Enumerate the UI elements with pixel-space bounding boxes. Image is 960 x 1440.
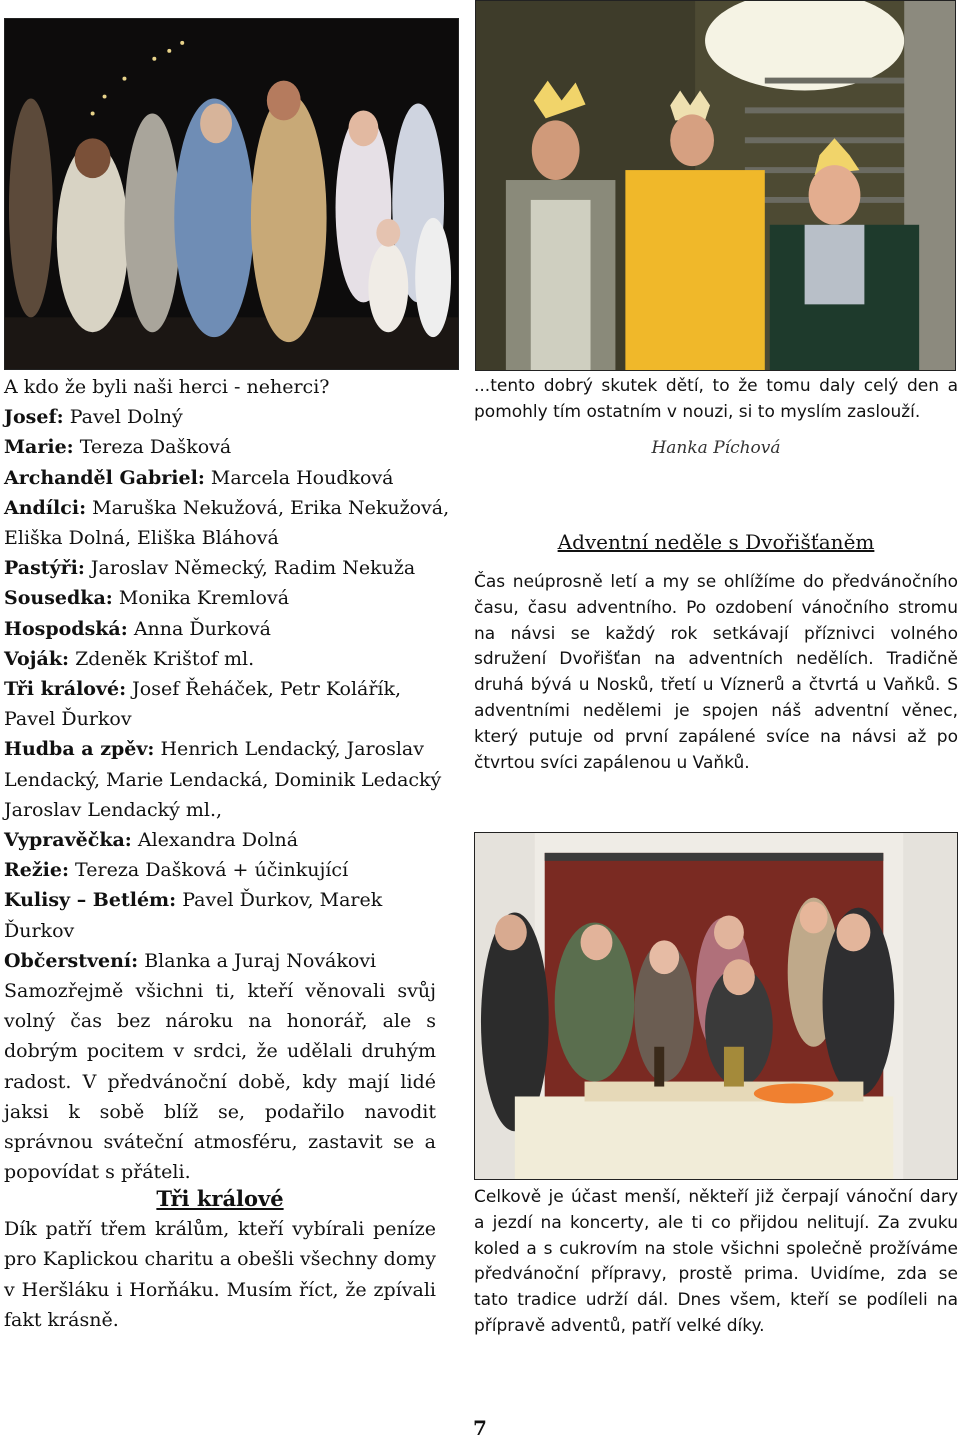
cast-role-names: Marcela Houdková	[210, 466, 394, 489]
kings-article-body: Dík patří třem králům, kteří vybírali peníze pro Kaplickou charitu a obešli všechny domy v Heršláku i Horňáku. Musím říct, že zpívali fakt krásně.	[4, 1218, 436, 1331]
cast-role-line	[4, 885, 436, 915]
advent-article-body: Čas neúprosně letí a my se ohlížíme do předvánočního času, času adventního. Po ozdobení vánočního stromu na návsi se každý rok setkávají příznivci volného sdružení Dvořišťan na adventních nedělích. Tradičně druhá bývá u Nosků, třetí u Víznerů a čtvrtá u Vaňků. S adventními nedělemi je spojen náš adventní věnec, který putuje od první zapálené svíce na návsi až po čtvrtou svíci zapálenou u Vaňků.	[474, 572, 958, 773]
cast-role-names: Anna Ďurková	[133, 617, 271, 640]
cast-role-label: Hudba a zpěv:	[4, 738, 155, 761]
cast-role-label: Sousedka:	[4, 587, 113, 610]
cast-role-line	[4, 493, 450, 523]
cast-role-label: Hospodská:	[4, 617, 128, 640]
cast-role-line	[4, 674, 436, 704]
nativity-photo	[4, 18, 459, 370]
kings-article	[4, 1184, 436, 1335]
cast-role-names: Eliška Dolná, Eliška Bláhová	[4, 527, 279, 550]
kings-article-title: Tři králové	[156, 1186, 284, 1211]
cast-role-line	[4, 765, 442, 795]
cast-role-label: Vypravěčka:	[4, 829, 132, 852]
cast-role-line	[4, 553, 436, 583]
closing-text: Celkově je účast menší, někteří již čerpají vánoční dary a jezdí na koncerty, ale ti co přijdou nelitují. Za zvuku koled a s cukrovím na stole všichni společně prožíváme předvánoční přípravy, prostě prima. Uvidíme, zda se tato tradice udrží dál. Dnes všem, kteří se podíleli na přípravě adventů, patří velké díky.	[474, 1187, 958, 1336]
cast-role-names: Jaroslav Lendacký ml.,	[4, 798, 223, 821]
cast-role-names: Alexandra Dolná	[137, 829, 299, 852]
cast-thanks-paragraph: Samozřejmě všichni ti, kteří věnovali svůj volný čas bez nároku na honorář, ale s dobrým pocitem v srdci, že udělali druhým radost. V předvánoční době, kdy mají lidé jaksi k sobě blíž se, podařilo navodit správnou sváteční atmosféru, zastavit se a popovídat s přáteli.	[4, 980, 436, 1184]
cast-role-line	[4, 644, 436, 674]
cast-roles-list	[4, 402, 450, 976]
cast-role-line	[4, 463, 436, 493]
cast-role-label: Voják:	[4, 647, 70, 670]
closing-paragraph	[474, 1185, 958, 1340]
author-signature: Hanka Píchová	[651, 437, 781, 458]
cast-role-label: Josef:	[4, 406, 64, 429]
cast-role-label: Občerstvení:	[4, 949, 139, 972]
cast-role-line	[4, 734, 436, 764]
cast-role-line	[4, 402, 436, 432]
cast-role-names: Henrich Lendacký, Jaroslav	[160, 738, 424, 761]
kings-photo	[475, 0, 956, 371]
cast-role-line	[4, 583, 436, 613]
cast-role-label: Kulisy – Betlém:	[4, 889, 177, 912]
cast-role-names: Lendacký, Marie Lendacká, Dominik Ledacký	[4, 768, 442, 791]
cast-role-names: Pavel Ďurkov, Marek	[182, 889, 383, 912]
advent-article-title: Adventní neděle s Dvořišťaněm	[557, 530, 875, 554]
cast-role-line	[4, 704, 436, 734]
cast-role-label: Archanděl Gabriel:	[4, 466, 205, 489]
cast-role-names: Ďurkov	[4, 919, 75, 942]
cast-role-names: Pavel Dolný	[69, 406, 183, 429]
cast-role-line	[4, 432, 436, 462]
cast-role-line	[4, 855, 436, 885]
cast-intro: A kdo že byli naši herci - neherci?	[4, 376, 330, 398]
cast-column	[4, 372, 450, 1187]
kings-illustration	[476, 1, 955, 370]
page-number: 7	[473, 1416, 487, 1440]
cast-role-line	[4, 523, 436, 553]
cast-role-names: Pavel Ďurkov	[4, 708, 132, 731]
cast-role-label: Marie:	[4, 436, 74, 459]
cast-role-label: Pastýři:	[4, 557, 85, 580]
cast-role-names: Tereza Dašková + účinkující	[75, 859, 349, 882]
cast-role-names: Jaroslav Německý, Radim Nekuža	[90, 557, 416, 580]
cast-role-names: Tereza Dašková	[79, 436, 232, 459]
cast-role-label: Tři králové:	[4, 678, 127, 701]
cast-role-line	[4, 825, 436, 855]
cast-role-names: Zdeněk Krištof ml.	[75, 647, 255, 670]
cast-role-names: Monika Kremlová	[118, 587, 290, 610]
cast-role-names: Maruška Nekužová, Erika Nekužová,	[92, 496, 450, 519]
advent-photo	[474, 832, 958, 1180]
cast-role-label: Andílci:	[4, 496, 87, 519]
nativity-illustration	[5, 19, 458, 369]
kings-continuation-text: ...tento dobrý skutek dětí, to že tomu daly celý den a pomohly tím ostatním v nouzi, si to myslím zaslouží.	[474, 376, 958, 422]
cast-role-names: Josef Řeháček, Petr Kolářík,	[132, 678, 402, 701]
cast-role-line	[4, 614, 436, 644]
cast-role-names: Blanka a Juraj Novákovi	[144, 949, 377, 972]
advent-article	[474, 530, 958, 776]
cast-role-line	[4, 946, 436, 976]
cast-role-line	[4, 916, 436, 946]
kings-continuation	[474, 374, 958, 458]
cast-role-label: Režie:	[4, 859, 69, 882]
cast-role-line	[4, 795, 436, 825]
advent-illustration	[475, 833, 957, 1179]
